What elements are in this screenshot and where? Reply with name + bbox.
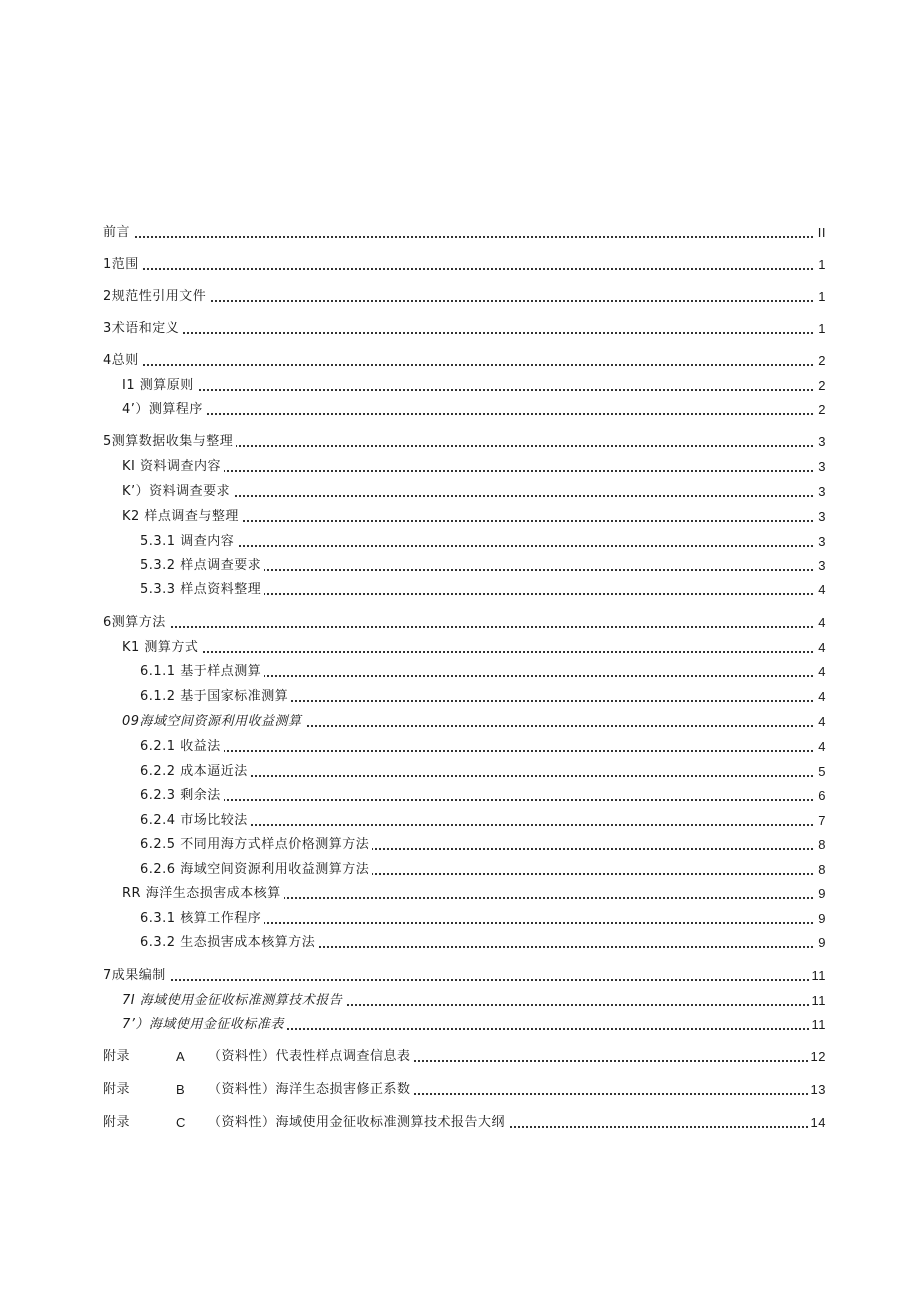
toc-entry-page: 9 (815, 909, 826, 929)
toc-entry-title: 1范围 (103, 255, 142, 275)
appendix-label: 附录 (103, 1049, 131, 1064)
toc-appendix-entry[interactable] (0, 1080, 920, 1100)
toc-entry-page: 1 (815, 255, 826, 275)
toc-entry-page: 3 (815, 507, 826, 527)
toc-entry-page: 3 (815, 532, 826, 552)
toc-entry-title: 6.2.2 成本逼近法 (140, 762, 251, 782)
appendix-title: （资料性）代表性样点调查信息表 (208, 1047, 414, 1067)
toc-entry-page: 4 (815, 712, 826, 732)
toc-entry-page: 1 (815, 319, 826, 339)
appendix-letter: C (176, 1115, 186, 1130)
toc-entry-title: 6.1.1 基于样点测算 (140, 662, 264, 682)
toc-entry-title: 6.2.3 剩余法 (140, 786, 224, 806)
toc-entry-page: 4 (815, 737, 826, 757)
toc-entry-page: 4 (815, 687, 826, 707)
toc-entry[interactable] (0, 933, 920, 953)
toc-entry-page: 3 (815, 482, 826, 502)
toc-entry-title: 3术语和定义 (103, 319, 182, 339)
toc-entry-page: 4 (815, 580, 826, 600)
toc-entry[interactable] (0, 662, 920, 682)
toc-entry-page: 3 (815, 432, 826, 452)
toc-entry-title: 6.2.4 市场比较法 (140, 811, 251, 831)
toc-entry-page: 8 (815, 860, 826, 880)
toc-entry-page: 11 (809, 966, 827, 986)
toc-entry-page: 9 (815, 933, 826, 953)
toc-leader (140, 413, 820, 415)
toc-entry-page: 2 (815, 351, 826, 371)
appendix-title: （资料性）海域使用金征收标准测算技术报告大纲 (208, 1113, 508, 1133)
toc-entry-title: 7I 海域使用金征收标准测算技术报告 (122, 991, 345, 1011)
toc-leader (120, 332, 820, 334)
toc-entry[interactable] (0, 835, 920, 855)
toc-entry[interactable] (0, 255, 920, 275)
toc-leader (120, 236, 820, 238)
toc-entry[interactable] (0, 712, 920, 732)
appendix-letter: B (176, 1082, 186, 1097)
toc-leader (160, 545, 820, 547)
toc-entry-title: 09海域空间资源利用收益测算 (122, 712, 305, 732)
toc-entry-page: 2 (815, 400, 826, 420)
toc-entry-page: 3 (815, 556, 826, 576)
toc-entry[interactable] (0, 376, 920, 396)
toc-entry-title: 7成果编制 (103, 966, 169, 986)
toc-entry-title: 5.3.1 调查内容 (140, 532, 237, 552)
toc-entry[interactable] (0, 482, 920, 502)
toc-entry-page: 4 (815, 662, 826, 682)
toc-entry-page: 11 (809, 1015, 827, 1035)
toc-entry[interactable] (0, 400, 920, 420)
toc-entry-title: KI 资料调查内容 (122, 457, 224, 477)
toc-entry[interactable] (0, 319, 920, 339)
toc-entry-page: 11 (809, 991, 827, 1011)
toc-entry-page: 6 (815, 786, 826, 806)
toc-entry-page: 2 (815, 376, 826, 396)
toc-entry-page: 4 (815, 613, 826, 633)
toc-entry-title: 6.2.5 不同用海方式样点价格测算方法 (140, 835, 372, 855)
toc-entry-title: RR 海洋生态损害成本核算 (122, 884, 284, 904)
toc-entry-title: 4总则 (103, 351, 142, 371)
toc-leader (160, 799, 820, 801)
toc-leader (120, 364, 820, 366)
toc-entry-page: 13 (808, 1080, 826, 1100)
appendix-label: 附录 (103, 1115, 131, 1130)
toc-leader (140, 389, 820, 391)
toc-entry[interactable] (0, 762, 920, 782)
toc-entry[interactable] (0, 966, 920, 986)
appendix-label: 附录 (103, 1082, 131, 1097)
toc-entry[interactable] (0, 351, 920, 371)
toc-leader (140, 470, 820, 472)
toc-entry-title: 前言 (103, 223, 133, 243)
toc-entry[interactable] (0, 507, 920, 527)
toc-entry[interactable] (0, 580, 920, 600)
toc-entry-title: 6.3.2 生态损害成本核算方法 (140, 933, 318, 953)
toc-entry-title: I1 测算原则 (122, 376, 197, 396)
toc-entry[interactable] (0, 556, 920, 576)
toc-entry[interactable] (0, 613, 920, 633)
toc-entry-title: 6.1.2 基于国家标准测算 (140, 687, 291, 707)
toc-entry[interactable] (0, 909, 920, 929)
toc-entry[interactable] (0, 991, 920, 1011)
toc-entry[interactable] (0, 223, 920, 243)
toc-entry[interactable] (0, 786, 920, 806)
toc-entry[interactable] (0, 638, 920, 658)
toc-entry[interactable] (0, 860, 920, 880)
toc-entry-title: 6测算方法 (103, 613, 169, 633)
toc-leader (120, 626, 820, 628)
toc-leader (120, 268, 820, 270)
toc-leader (160, 775, 820, 777)
toc-entry[interactable] (0, 457, 920, 477)
toc-entry[interactable] (0, 687, 920, 707)
toc-entry[interactable] (0, 811, 920, 831)
toc-entry-title: 2规范性引用文件 (103, 287, 209, 307)
toc-entry-page: 7 (815, 811, 826, 831)
toc-entry-page: 14 (808, 1113, 826, 1133)
toc-appendix-entry[interactable] (0, 1047, 920, 1067)
toc-entry-title: 5测算数据收集与整理 (103, 432, 236, 452)
appendix-title: （资料性）海洋生态损害修正系数 (208, 1080, 414, 1100)
toc-entry-page: 3 (815, 457, 826, 477)
toc-entry-page: II (815, 223, 826, 243)
toc-entry-page: 9 (815, 884, 826, 904)
toc-entry-title: 5.3.2 样点调查要求 (140, 556, 264, 576)
toc-entry-title: 7’）海域使用金征收标准表 (122, 1015, 287, 1035)
toc-entry-title: 4’）测算程序 (122, 400, 206, 420)
toc-entry[interactable] (0, 432, 920, 452)
toc-entry-title: K’）资料调查要求 (122, 482, 233, 502)
toc-leader (140, 520, 820, 522)
toc-leader (160, 824, 820, 826)
toc-entry-title: K2 样点调查与整理 (122, 507, 242, 527)
appendix-letter: A (176, 1049, 186, 1064)
toc-entry-title: 6.2.1 收益法 (140, 737, 224, 757)
toc-entry-page: 12 (808, 1047, 826, 1067)
toc-entry[interactable] (0, 884, 920, 904)
toc-leader (140, 495, 820, 497)
toc-entry-page: 8 (815, 835, 826, 855)
toc-entry-title: 6.3.1 核算工作程序 (140, 909, 264, 929)
toc-entry[interactable] (0, 287, 920, 307)
toc-entry-title: 5.3.3 样点资料整理 (140, 580, 264, 600)
toc-leader (160, 750, 820, 752)
toc-leader (140, 651, 820, 653)
toc-entry-title: 6.2.6 海域空间资源利用收益测算方法 (140, 860, 372, 880)
toc-appendix-entry[interactable] (0, 1113, 920, 1133)
toc-entry-title: K1 测算方式 (122, 638, 201, 658)
toc-leader (120, 300, 820, 302)
toc-entry-page: 4 (815, 638, 826, 658)
toc-entry-page: 1 (815, 287, 826, 307)
toc-entry-page: 5 (815, 762, 826, 782)
toc-entry[interactable] (0, 1015, 920, 1035)
toc-entry[interactable] (0, 737, 920, 757)
toc-entry[interactable] (0, 532, 920, 552)
toc-leader (120, 979, 820, 981)
